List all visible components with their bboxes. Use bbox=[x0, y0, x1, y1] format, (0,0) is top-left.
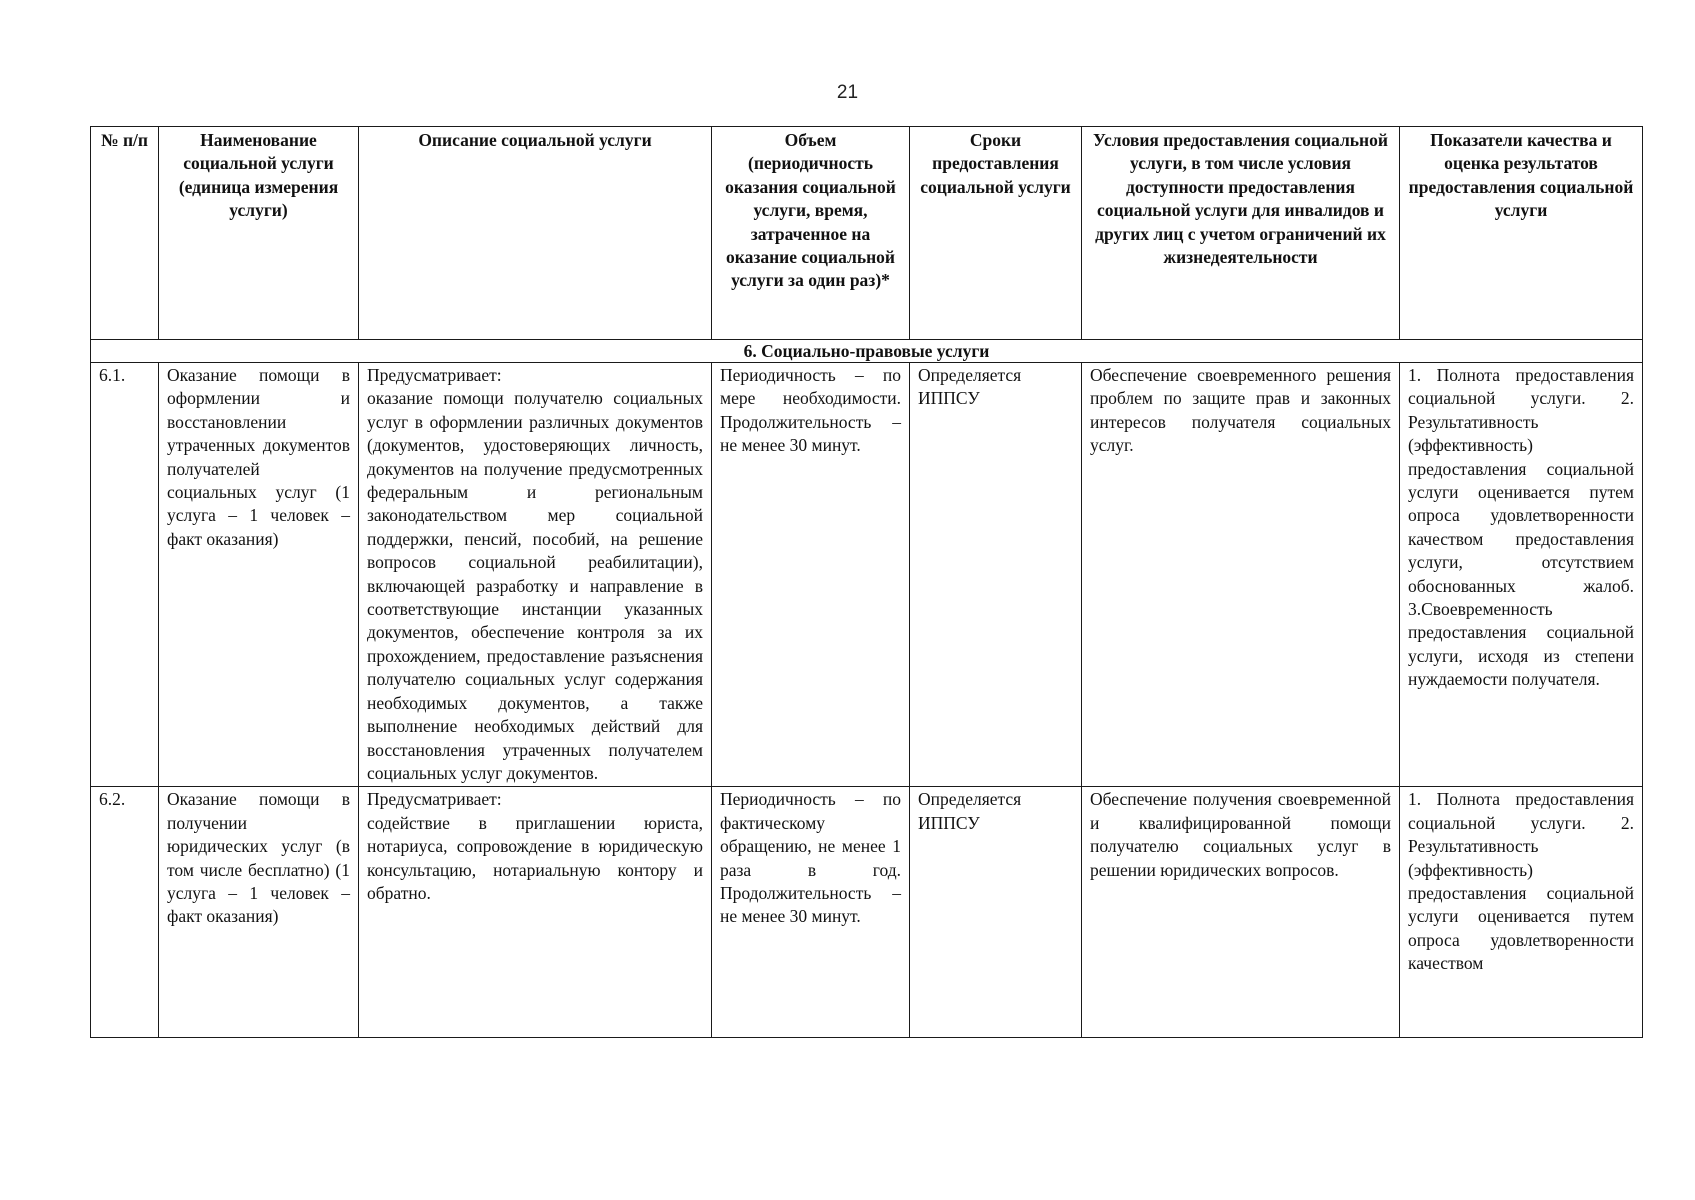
service-description-cell bbox=[359, 363, 712, 787]
header-conditions: Условия предоставления социальной услуги, в том числе условия доступности предоставления социальной услуги для инвалидов и других лиц с учетом ограничений их жизнедеятельности bbox=[1082, 127, 1400, 340]
row-number: 6.1. bbox=[91, 363, 159, 787]
service-conditions: Обеспечение получения своевременной и квалифицированной помощи получателю социальных услуг в решении юридических вопросов. bbox=[1082, 787, 1400, 1038]
header-quality: Показатели качества и оценка результатов предоставления социальной услуги bbox=[1400, 127, 1643, 340]
service-quality: 1. Полнота предоставления социальной услуги. 2. Результативность (эффективность) предоставления социальной услуги оценивается путем опроса удовлетворенности качеством предоставления услуги, отсутствием обоснованных жалоб. 3.Своевременность предоставления социальной услуги, исходя из степени нуждаемости получателя. bbox=[1400, 363, 1643, 787]
header-num: № п/п bbox=[91, 127, 159, 340]
service-terms: Определяется ИППСУ bbox=[910, 363, 1082, 787]
service-description: содействие в приглашении юриста, нотариуса, сопровождение в юридическую консультацию, нотариальную контору и обратно. bbox=[367, 812, 703, 903]
header-description: Описание социальной услуги bbox=[359, 127, 712, 340]
service-name: Оказание помощи в получении юридических услуг (в том числе бесплатно) (1 услуга – 1 человек – факт оказания) bbox=[159, 787, 359, 1038]
table-row bbox=[91, 363, 1643, 787]
service-name: Оказание помощи в оформлении и восстановлении утраченных документов получателей социальных услуг (1 услуга – 1 человек – факт оказания) bbox=[159, 363, 359, 787]
header-name: Наименование социальной услуги (единица измерения услуги) bbox=[159, 127, 359, 340]
page-number: 21 bbox=[836, 82, 859, 103]
header-terms: Сроки предоставления социальной услуги bbox=[910, 127, 1082, 340]
service-description: оказание помощи получателю социальных услуг в оформлении различных документов (документов, удостоверяющих личность, документов на получение предусмотренных федеральным и региональным законодательством мер социальной поддержки, пенсий, пособий, на решение вопросов социальной реабилитации), включающей разработку и направление в соответствующие инстанции указанных документов, обеспечение контроля за их прохождением, предоставление разъяснения получателю социальных услуг содержания необходимых документов, а также выполнение необходимых действий для восстановления утраченных получателем социальных услуг документов. bbox=[367, 388, 703, 783]
service-quality: 1. Полнота предоставления социальной услуги. 2. Результативность (эффективность) предоставления социальной услуги оценивается путем опроса удовлетворенности качеством bbox=[1400, 787, 1643, 1038]
table-header-row bbox=[91, 127, 1643, 340]
service-description-cell bbox=[359, 787, 712, 1038]
table-row bbox=[91, 787, 1643, 1038]
social-services-table bbox=[90, 126, 1643, 1038]
row-number: 6.2. bbox=[91, 787, 159, 1038]
section-row bbox=[91, 340, 1643, 363]
description-lead: Предусматривает: bbox=[367, 365, 502, 385]
service-terms: Определяется ИППСУ bbox=[910, 787, 1082, 1038]
header-volume: Объем (периодичность оказания социальной услуги, время, затраченное на оказание социальной услуги за один раз)* bbox=[712, 127, 910, 340]
service-volume: Периодичность – по мере необходимости. Продолжительность – не менее 30 минут. bbox=[712, 363, 910, 787]
service-volume: Периодичность – по фактическому обращению, не менее 1 раза в год. Продолжительность – не менее 30 минут. bbox=[712, 787, 910, 1038]
section-title: 6. Социально-правовые услуги bbox=[91, 340, 1643, 363]
service-conditions: Обеспечение своевременного решения проблем по защите прав и законных интересов получателя социальных услуг. bbox=[1082, 363, 1400, 787]
description-lead: Предусматривает: bbox=[367, 789, 502, 810]
